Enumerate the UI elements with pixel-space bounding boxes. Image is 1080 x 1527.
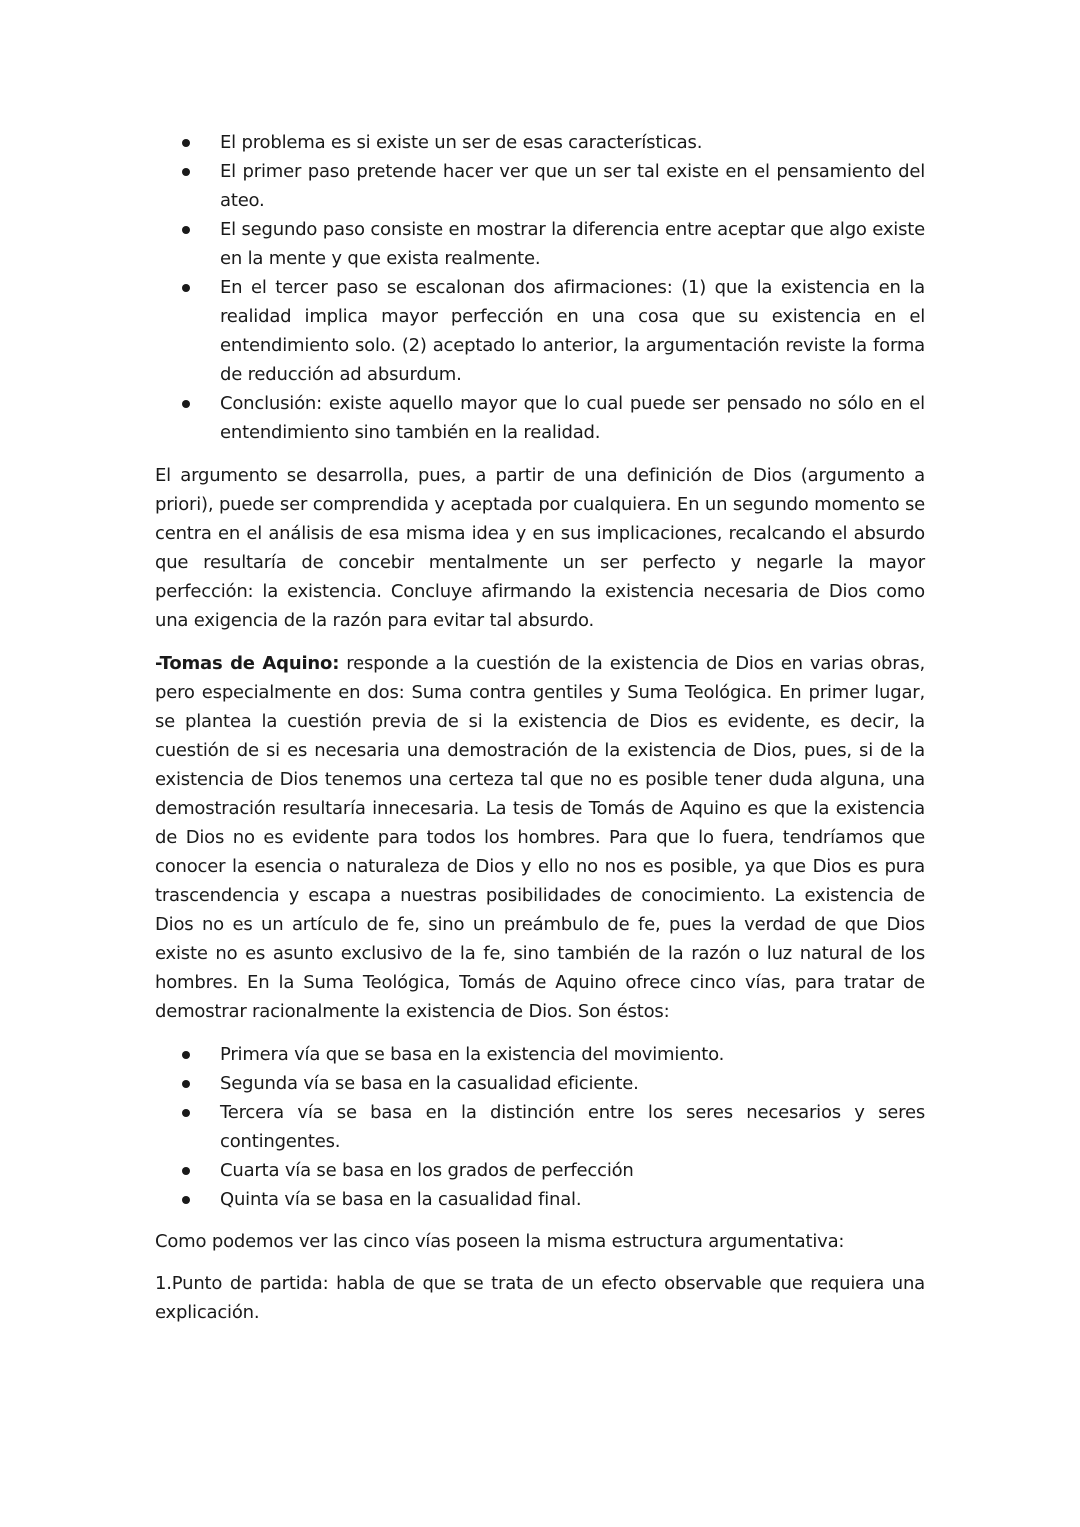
bullet-icon [182,1051,190,1059]
cinco-vias-list [155,1040,925,1214]
bullet-icon [182,284,190,292]
list-item: Conclusión: existe aquello mayor que lo cual puede ser pensado no sólo en el entendimiento sino también en la realidad. [155,389,925,447]
list-item: Tercera vía se basa en la distinción entre los seres necesarios y seres contingentes. [155,1098,925,1156]
bullet-icon [182,1196,190,1204]
list-item: El segundo paso consiste en mostrar la diferencia entre aceptar que algo existe en la mente y que exista realmente. [155,215,925,273]
bullet-icon [182,400,190,408]
bullet-icon [182,1109,190,1117]
paragraph-tomas-de-aquino [155,649,925,1026]
list-item: El primer paso pretende hacer ver que un ser tal existe en el pensamiento del ateo. [155,157,925,215]
document-page [155,128,925,1327]
bullet-icon [182,226,190,234]
paragraph-structure-intro: Como podemos ver las cinco vías poseen la misma estructura argumentativa: [155,1231,845,1252]
bullet-icon [182,1167,190,1175]
paragraph-text: responde a la cuestión de la existencia de Dios en varias obras, pero especialmente en dos: Suma contra gentiles y Suma Teológica. En primer lugar, se plantea la cuestión previa de si la existencia de Dios es evidente, es decir, la cuestión de si es necesaria una demostración de la existencia de Dios, pues, si de la existencia de Dios tenemos una certeza tal que no es posible tener duda alguna, una demostración resultaría innecesaria. La tesis de Tomás de Aquino es que la existencia de Dios no es evidente para todos los hombres. Para que lo fuera, tendríamos que conocer la esencia o naturaleza de Dios y ello no nos es posible, ya que Dios es pura trascendencia y escapa a nuestras posibilidades de conocimiento. La existencia de Dios no es un artículo de fe, sino un preámbulo de fe, pues la verdad de que Dios existe no es asunto exclusivo de la fe, sino también de la razón o luz natural de los hombres. En la Suma Teológica, Tomás de Aquino ofrece cinco vías, para tratar de demostrar racionalmente la existencia de Dios. Son éstos: [155,653,925,1022]
list-item: En el tercer paso se escalonan dos afirmaciones: (1) que la existencia en la realidad implica mayor perfección en una cosa que su existencia en el entendimiento solo. (2) aceptado lo anterior, la argumentación reviste la forma de reducción ad absurdum. [155,273,925,389]
paragraph-argument-summary: El argumento se desarrolla, pues, a partir de una definición de Dios (argumento a priori), puede ser comprendida y aceptada por cualquiera. En un segundo momento se centra en el análisis de esa misma idea y en sus implicaciones, recalcando el absurdo que resultaría de concebir mentalmente un ser perfecto y negarle la mayor perfección: la existencia. Concluye afirmando la existencia necesaria de Dios como una exigencia de la razón para evitar tal absurdo. [155,465,925,631]
paragraph-punto-de-partida: 1.Punto de partida: habla de que se trata de un efecto observable que requiera una explicación. [155,1273,925,1323]
bullet-icon [182,139,190,147]
list-item: Primera vía que se basa en la existencia del movimiento. [155,1040,925,1069]
list-item: Cuarta vía se basa en los grados de perfección [155,1156,925,1185]
anselm-steps-list [155,128,925,447]
bullet-icon [182,168,190,176]
list-item: Segunda vía se basa en la casualidad eficiente. [155,1069,925,1098]
list-item: El problema es si existe un ser de esas características. [155,128,925,157]
bullet-icon [182,1080,190,1088]
section-heading: -Tomas de Aquino: [155,653,340,674]
list-item: Quinta vía se basa en la casualidad final. [155,1185,925,1214]
